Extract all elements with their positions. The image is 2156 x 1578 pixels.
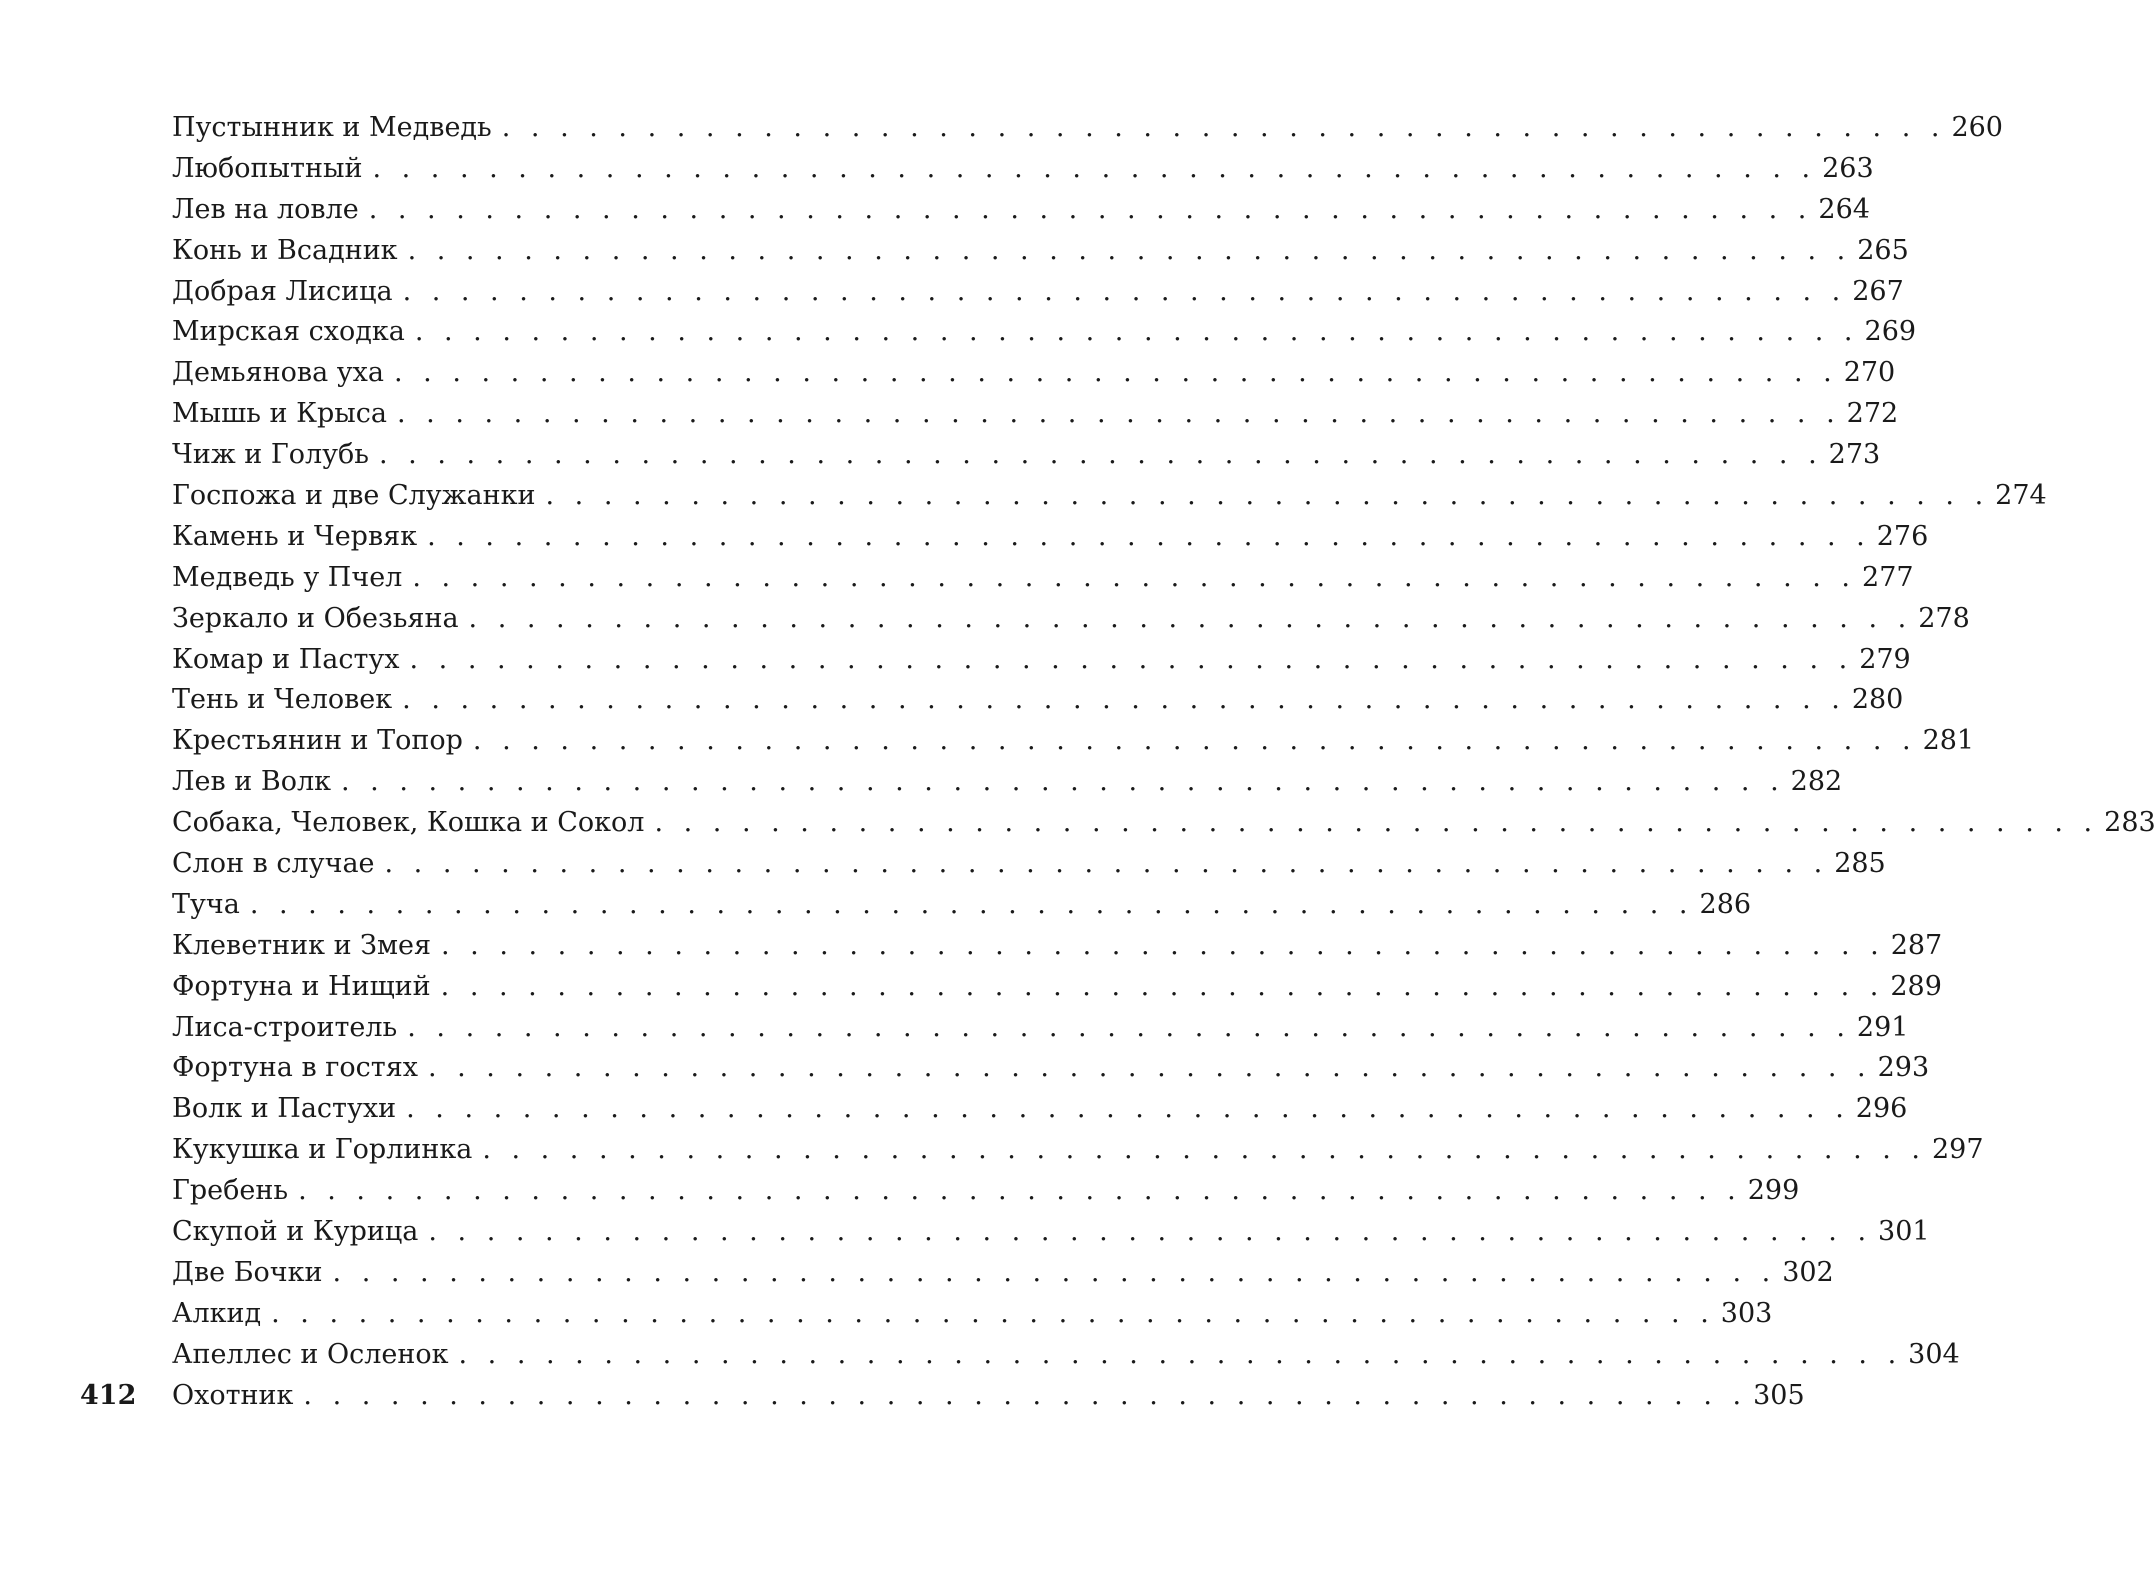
toc-entry-page: 273 [1828,439,1881,471]
toc-entry-page: 265 [1857,234,1909,266]
toc-entry-title: Фортуна в гостях [172,1052,418,1084]
toc-entry-page: 289 [1890,970,1942,1002]
toc-entry-title: Лев и Волк [172,766,331,798]
toc-entry-page: 278 [1918,602,1970,634]
dot-leader: . . . . . . . . . . . . . . . . . . . . . . . . . . . . . . . . . . . . . . . . . . . . . . . . . . [545,480,1990,512]
dot-leader: . . . . . . . . . . . . . . . . . . . . . . . . . . . . . . . . . . . . . . . . . . . . . . . . . . [402,275,1847,307]
toc-entry[interactable] [172,1171,1800,1212]
page-number: 412 [80,1380,137,1411]
toc-entry-page: 272 [1846,398,1899,430]
toc-entry-title: Апеллес и Осленок [172,1338,449,1370]
toc-entry[interactable] [172,885,1752,926]
toc-entry[interactable] [172,967,1942,1008]
toc-entry-page: 293 [1877,1052,1930,1084]
toc-entry[interactable] [172,1294,1773,1335]
toc-entry[interactable] [172,272,1904,313]
toc-entry-page: 277 [1862,561,1914,593]
toc-entry-title: Демьянова уха [172,357,385,389]
toc-entry[interactable] [172,1048,1930,1089]
toc-entry-title: Добрая Лисица [172,275,393,307]
toc-entry-title: Туча [172,888,240,920]
dot-leader: . . . . . . . . . . . . . . . . . . . . . . . . . . . . . . . . . . . . . . . . . . . . . . . . . . [428,1216,1873,1248]
toc-entry-title: Лев на ловле [172,193,359,225]
toc-entry-page: 286 [1699,888,1752,920]
toc-entry[interactable] [172,312,1917,353]
toc-entry-page: 264 [1818,193,1870,225]
toc-entry-page: 303 [1720,1297,1773,1329]
dot-leader: . . . . . . . . . . . . . . . . . . . . . . . . . . . . . . . . . . . . . . . . . . . . . . . . . . [332,1256,1777,1288]
toc-entry-title: Медведь у Пчел [172,561,403,593]
dot-leader: . . . . . . . . . . . . . . . . . . . . . . . . . . . . . . . . . . . . . . . . . . . . . . . . . . [372,152,1817,184]
dot-leader: . . . . . . . . . . . . . . . . . . . . . . . . . . . . . . . . . . . . . . . . . . . . . . . . . . [407,1011,1851,1043]
toc-entry-title: Зеркало и Обезьяна [172,602,459,634]
toc-entry[interactable] [172,762,1843,803]
toc-entry[interactable] [172,803,2156,844]
toc-entry-page: 301 [1878,1216,1930,1248]
toc-entry[interactable] [172,926,1943,967]
toc-entry[interactable] [172,1008,1909,1049]
table-of-contents [172,108,2156,1417]
dot-leader: . . . . . . . . . . . . . . . . . . . . . . . . . . . . . . . . . . . . . . . . . . . . . . . . . . [406,1093,1850,1125]
toc-entry[interactable] [172,231,1909,272]
dot-leader: . . . . . . . . . . . . . . . . . . . . . . . . . . . . . . . . . . . . . . . . . . . . . . . . . . [468,602,1913,634]
dot-leader: . . . . . . . . . . . . . . . . . . . . . . . . . . . . . . . . . . . . . . . . . . . . . . . . . . [654,807,2099,839]
toc-entry-title: Скупой и Курица [172,1216,419,1248]
toc-entry[interactable] [172,1089,1908,1130]
dot-leader: . . . . . . . . . . . . . . . . . . . . . . . . . . . . . . . . . . . . . . . . . . . . . . . . . . [368,193,1813,225]
toc-entry[interactable] [172,1376,1805,1417]
dot-leader: . . . . . . . . . . . . . . . . . . . . . . . . . . . . . . . . . . . . . . . . . . . . . . . . . . [384,848,1829,880]
toc-entry-page: 260 [1951,112,2003,143]
dot-leader: . . . . . . . . . . . . . . . . . . . . . . . . . . . . . . . . . . . . . . . . . . . . . . . . . . [472,725,1917,757]
toc-entry-page: 304 [1908,1338,1960,1370]
toc-entry-title: Алкид [172,1297,262,1329]
toc-entry-title: Клеветник и Змея [172,929,432,961]
toc-entry[interactable] [172,1130,1984,1171]
toc-entry-title: Кукушка и Горлинка [172,1134,473,1166]
toc-entry[interactable] [172,353,1896,394]
toc-entry[interactable] [172,476,2047,517]
dot-leader: . . . . . . . . . . . . . . . . . . . . . . . . . . . . . . . . . . . . . . . . . . . . . . . . . . [379,439,1823,471]
toc-entry[interactable] [172,1212,1930,1253]
dot-leader: . . . . . . . . . . . . . . . . . . . . . . . . . . . . . . . . . . . . . . . . . . . . . . . . . . [249,888,1694,920]
toc-entry-page: 283 [2104,807,2156,839]
toc-entry-title: Собака, Человек, Кошка и Сокол [172,807,645,839]
toc-entry-page: 270 [1843,357,1896,389]
toc-entry-title: Пустынник и Медведь [172,112,492,143]
toc-entry[interactable] [172,680,1904,721]
toc-entry-page: 281 [1922,725,1975,757]
dot-leader: . . . . . . . . . . . . . . . . . . . . . . . . . . . . . . . . . . . . . . . . . . . . . . . . . . [402,684,1846,716]
toc-entry-page: 297 [1931,1134,1984,1166]
toc-entry[interactable] [172,149,1874,190]
toc-entry-title: Гребень [172,1175,289,1207]
toc-entry-title: Чиж и Голубь [172,439,369,471]
dot-leader: . . . . . . . . . . . . . . . . . . . . . . . . . . . . . . . . . . . . . . . . . . . . . . . . . . [407,234,1852,266]
toc-entry[interactable] [172,435,1881,476]
dot-leader: . . . . . . . . . . . . . . . . . . . . . . . . . . . . . . . . . . . . . . . . . . . . . . . . . . [482,1134,1926,1166]
toc-entry-page: 299 [1747,1175,1800,1207]
toc-entry[interactable] [172,108,2003,149]
dot-leader: . . . . . . . . . . . . . . . . . . . . . . . . . . . . . . . . . . . . . . . . . . . . . . . . . . [303,1379,1748,1411]
toc-entry-page: 269 [1864,316,1917,348]
toc-entry-page: 305 [1753,1379,1805,1411]
toc-entry-title: Мышь и Крыса [172,398,387,430]
toc-entry-page: 291 [1856,1011,1909,1043]
toc-entry-page: 276 [1876,520,1929,552]
dot-leader: . . . . . . . . . . . . . . . . . . . . . . . . . . . . . . . . . . . . . . . . . . . . . . . . . . [427,1052,1872,1084]
toc-entry-title: Крестьянин и Топор [172,725,463,757]
toc-entry[interactable] [172,558,1914,599]
dot-leader: . . . . . . . . . . . . . . . . . . . . . . . . . . . . . . . . . . . . . . . . . . . . . . . . . . [271,1297,1715,1329]
toc-entry[interactable] [172,1335,1960,1376]
dot-leader: . . . . . . . . . . . . . . . . . . . . . . . . . . . . . . . . . . . . . . . . . . . . . . . . . . [298,1175,1742,1207]
toc-entry-page: 280 [1851,684,1904,716]
dot-leader: . . . . . . . . . . . . . . . . . . . . . . . . . . . . . . . . . . . . . . . . . . . . . . . . . . [341,766,1785,798]
dot-leader: . . . . . . . . . . . . . . . . . . . . . . . . . . . . . . . . . . . . . . . . . . . . . . . . . . [427,520,1871,552]
toc-entry-page: 287 [1890,929,1943,961]
toc-entry[interactable] [172,844,1886,885]
toc-entry-page: 296 [1855,1093,1908,1125]
toc-entry-page: 282 [1790,766,1843,798]
dot-leader: . . . . . . . . . . . . . . . . . . . . . . . . . . . . . . . . . . . . . . . . . . . . . . . . . . [441,929,1885,961]
toc-entry-title: Две Бочки [172,1256,323,1288]
dot-leader: . . . . . . . . . . . . . . . . . . . . . . . . . . . . . . . . . . . . . . . . . . . . . . . . . . [501,112,1946,143]
toc-entry-title: Камень и Червяк [172,520,418,552]
toc-entry-title: Охотник [172,1379,294,1411]
toc-entry-title: Комар и Пастух [172,643,400,675]
toc-entry-title: Тень и Человек [172,684,393,716]
toc-entry[interactable] [172,190,1870,231]
dot-leader: . . . . . . . . . . . . . . . . . . . . . . . . . . . . . . . . . . . . . . . . . . . . . . . . . . [414,316,1859,348]
toc-entry-title: Слон в случае [172,848,375,880]
toc-entry-title: Госпожа и две Служанки [172,480,536,512]
toc-entry-title: Лиса-строитель [172,1011,398,1043]
toc-entry-page: 285 [1834,848,1886,880]
toc-entry-page: 263 [1822,152,1874,184]
dot-leader: . . . . . . . . . . . . . . . . . . . . . . . . . . . . . . . . . . . . . . . . . . . . . . . . . . [394,357,1838,389]
toc-entry-title: Волк и Пастухи [172,1093,397,1125]
toc-entry-page: 279 [1859,643,1911,675]
dot-leader: . . . . . . . . . . . . . . . . . . . . . . . . . . . . . . . . . . . . . . . . . . . . . . . . . . [458,1338,1903,1370]
toc-entry-title: Конь и Всадник [172,234,398,266]
toc-entry-page: 274 [1995,480,2047,512]
dot-leader: . . . . . . . . . . . . . . . . . . . . . . . . . . . . . . . . . . . . . . . . . . . . . . . . . . [409,643,1854,675]
toc-entry[interactable] [172,640,1911,681]
toc-entry-page: 302 [1782,1256,1834,1288]
toc-entry-title: Любопытный [172,152,363,184]
toc-entry[interactable] [172,1253,1834,1294]
toc-entry-title: Фортуна и Нищий [172,970,431,1002]
toc-entry[interactable] [172,517,1929,558]
dot-leader: . . . . . . . . . . . . . . . . . . . . . . . . . . . . . . . . . . . . . . . . . . . . . . . . . . [440,970,1885,1002]
toc-entry[interactable] [172,599,1970,640]
toc-entry[interactable] [172,394,1899,435]
toc-entry-page: 267 [1852,275,1904,307]
toc-entry[interactable] [172,721,1975,762]
toc-entry-title: Мирская сходка [172,316,405,348]
dot-leader: . . . . . . . . . . . . . . . . . . . . . . . . . . . . . . . . . . . . . . . . . . . . . . . . . . [397,398,1841,430]
dot-leader: . . . . . . . . . . . . . . . . . . . . . . . . . . . . . . . . . . . . . . . . . . . . . . . . . . [412,561,1857,593]
